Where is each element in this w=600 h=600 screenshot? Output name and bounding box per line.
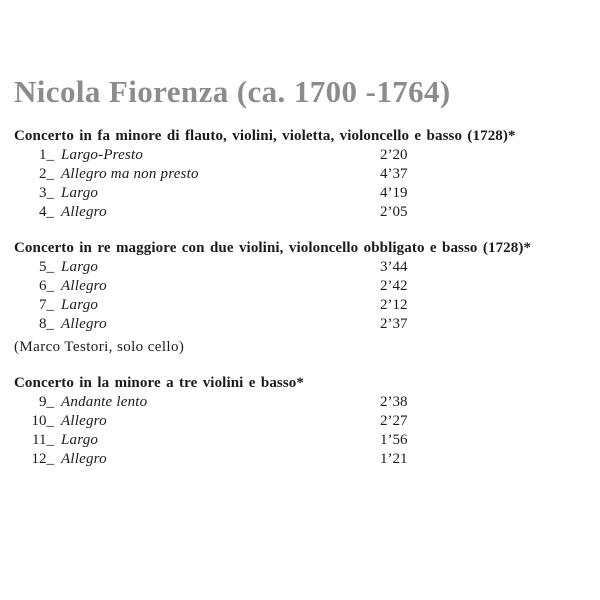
page-title: Nicola Fiorenza (ca. 1700 -1764) <box>14 74 451 109</box>
track-duration: 2’38 <box>380 394 408 410</box>
track-duration: 2’20 <box>380 147 408 163</box>
track-number: 7_ <box>39 297 54 313</box>
track-row <box>14 450 586 469</box>
track-number: 12_ <box>31 451 54 467</box>
track-row <box>14 412 586 431</box>
track-title: Allegro ma non presto <box>61 166 199 182</box>
track-title: Largo <box>61 259 99 275</box>
track-number: 4_ <box>39 204 54 220</box>
track-number: 8_ <box>39 316 54 332</box>
track-duration: 2’37 <box>380 316 408 332</box>
track-row <box>14 315 586 334</box>
track-title: Largo <box>61 185 99 201</box>
track-title: Andante lento <box>61 394 148 410</box>
track-duration: 4’19 <box>380 185 408 201</box>
concerto-section-1 <box>14 127 586 222</box>
track-duration: 1’21 <box>380 451 408 467</box>
track-number: 1_ <box>39 147 54 163</box>
track-title: Largo <box>61 432 99 448</box>
track-duration: 4’37 <box>380 166 408 182</box>
track-title: Allegro <box>61 278 107 294</box>
track-title: Allegro <box>61 413 107 429</box>
section-heading: Concerto in fa minore di flauto, violini, violetta, violoncello e basso (1728)* <box>14 128 516 144</box>
concerto-section-2 <box>14 239 586 357</box>
track-number: 9_ <box>39 394 54 410</box>
track-row <box>14 393 586 412</box>
track-number: 10_ <box>31 413 54 429</box>
track-number: 2_ <box>39 166 54 182</box>
track-row <box>14 146 586 165</box>
track-duration: 3’44 <box>380 259 408 275</box>
track-title: Largo-Presto <box>61 147 144 163</box>
track-row <box>14 431 586 450</box>
track-duration: 2’27 <box>380 413 408 429</box>
track-number: 11_ <box>32 432 54 448</box>
track-title: Allegro <box>61 204 107 220</box>
track-number: 5_ <box>39 259 54 275</box>
section-heading: Concerto in re maggiore con due violini, violoncello obbligato e basso (1728)* <box>14 240 532 256</box>
track-row <box>14 165 586 184</box>
track-duration: 2’12 <box>380 297 408 313</box>
track-duration: 2’05 <box>380 204 408 220</box>
track-number: 3_ <box>39 185 54 201</box>
performer-note: (Marco Testori, solo cello) <box>14 339 185 355</box>
track-row <box>14 258 586 277</box>
track-row <box>14 184 586 203</box>
section-heading: Concerto in la minore a tre violini e basso* <box>14 375 304 391</box>
track-duration: 1’56 <box>380 432 408 448</box>
track-number: 6_ <box>39 278 54 294</box>
concerto-section-3 <box>14 374 586 469</box>
track-duration: 2’42 <box>380 278 408 294</box>
track-row <box>14 203 586 222</box>
track-title: Allegro <box>61 451 107 467</box>
track-title: Allegro <box>61 316 107 332</box>
track-row <box>14 277 586 296</box>
track-title: Largo <box>61 297 99 313</box>
track-row <box>14 296 586 315</box>
